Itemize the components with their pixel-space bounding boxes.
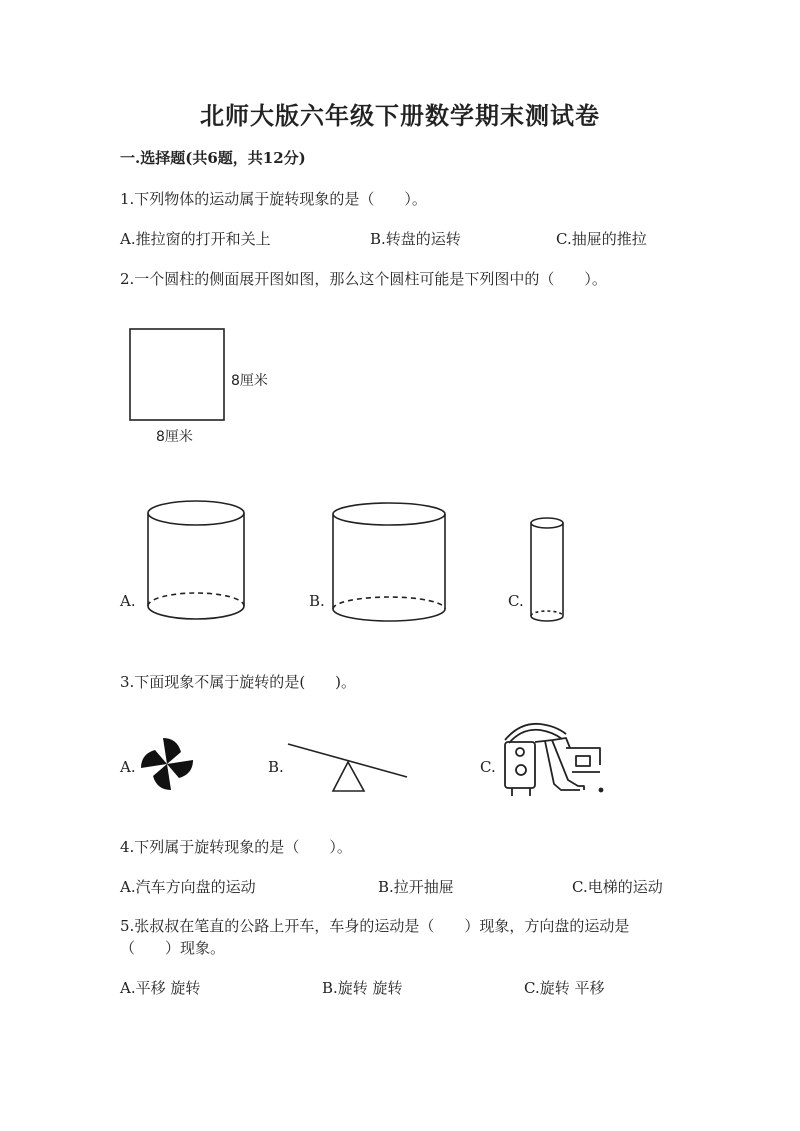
- cylinder-c-icon: [531, 518, 563, 621]
- seesaw-icon: [288, 744, 407, 791]
- q3-option-c[interactable]: C.: [480, 758, 496, 776]
- section-heading: 一.选择题(共6题，共12分): [120, 149, 306, 167]
- q4-option-c[interactable]: C.电梯的运动: [572, 878, 663, 896]
- unfolded-square-figure: [130, 329, 224, 420]
- q5-option-c[interactable]: C.旋转 平移: [524, 979, 605, 997]
- q4-option-a[interactable]: A.汽车方向盘的运动: [120, 878, 256, 896]
- q1-option-b[interactable]: B.转盘的运转: [370, 230, 461, 248]
- page-title: 北师大版六年级下册数学期末测试卷: [200, 101, 600, 130]
- question-5-line-2: （ ）现象。: [120, 939, 226, 957]
- cylinder-b-icon: [333, 503, 445, 621]
- question-1: 1.下列物体的运动属于旋转现象的是（ ）。: [120, 190, 427, 208]
- q3-option-a[interactable]: A.: [120, 758, 136, 776]
- q5-option-b[interactable]: B.旋转 旋转: [322, 979, 403, 997]
- question-3: 3.下面现象不属于旋转的是( )。: [120, 673, 357, 691]
- q3-option-b[interactable]: B.: [268, 758, 284, 776]
- q1-option-a[interactable]: A.推拉窗的打开和关上: [120, 230, 271, 248]
- q2-option-b[interactable]: B.: [309, 592, 325, 610]
- q2-option-c[interactable]: C.: [508, 592, 524, 610]
- question-2: 2.一个圆柱的侧面展开图如图，那么这个圆柱可能是下列图中的（ ）。: [120, 270, 607, 288]
- q5-option-a[interactable]: A.平移 旋转: [120, 979, 201, 997]
- pinwheel-icon: [141, 738, 193, 790]
- q1-option-c[interactable]: C.抽屉的推拉: [556, 230, 647, 248]
- q2-side-label: 8厘米: [231, 373, 268, 389]
- slide-icon: [505, 724, 603, 796]
- question-4: 4.下列属于旋转现象的是（ ）。: [120, 838, 352, 856]
- cylinder-a-icon: [148, 501, 244, 619]
- question-5-line-1: 5.张叔叔在笔直的公路上开车，车身的运动是（ ）现象，方向盘的运动是: [120, 917, 630, 935]
- q2-bottom-label: 8厘米: [156, 429, 193, 445]
- q2-option-a[interactable]: A.: [120, 592, 136, 610]
- q4-option-b[interactable]: B.拉开抽屉: [378, 878, 454, 896]
